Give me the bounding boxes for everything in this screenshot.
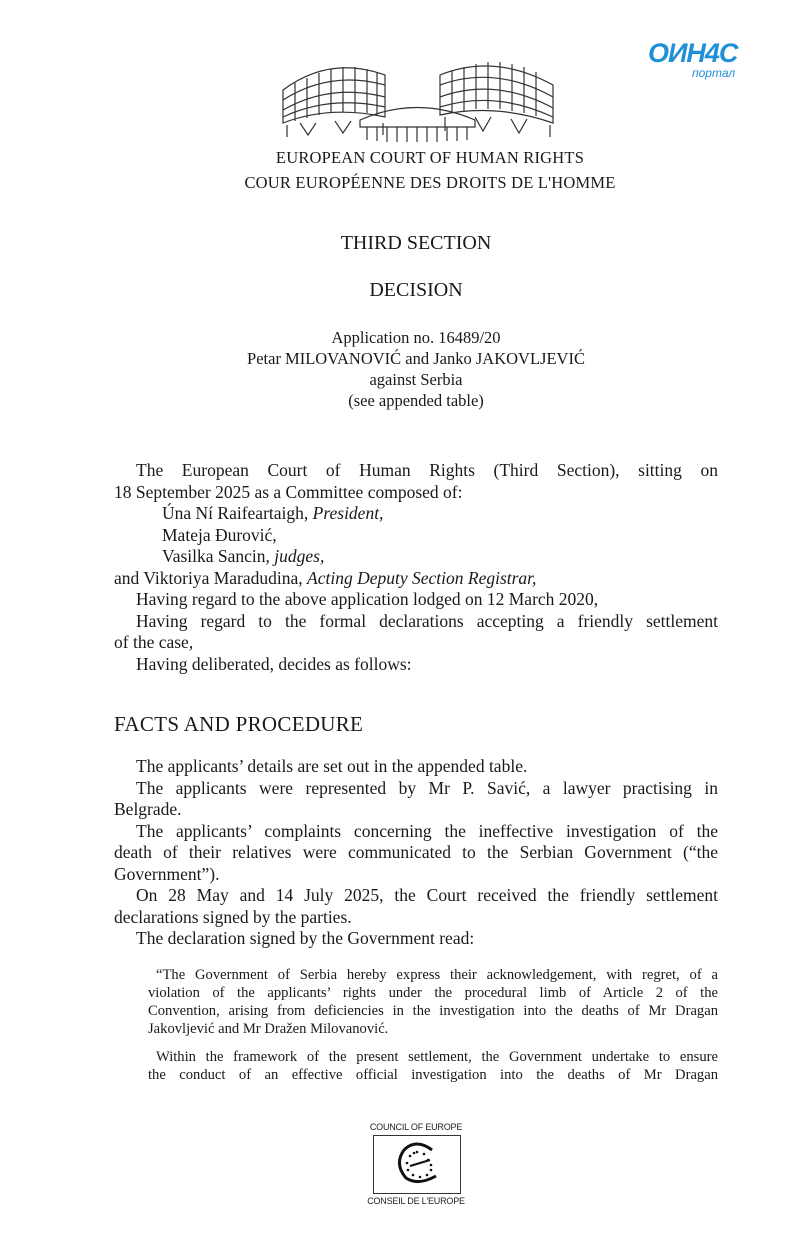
quote-spacer xyxy=(148,1038,718,1048)
quote-line: the conduct of an effective official investigation into the deaths of Mr Dragan xyxy=(148,1067,718,1083)
facts-paragraph: The applicants’ complaints concerning the ineffective investigation of the xyxy=(136,820,718,841)
coe-label-en: COUNCIL OF EUROPE xyxy=(369,1122,463,1132)
facts-paragraph: The applicants’ details are set out in the appended table. xyxy=(136,756,528,776)
facts-paragraph: The declaration signed by the Government read: xyxy=(136,928,475,948)
facts-paragraph: The applicants were represented by Mr P. Savić, a lawyer practising in xyxy=(136,777,718,798)
judge-name: Vasilka Sancin xyxy=(162,546,266,566)
court-name-french: COUR EUROPÉENNE DES DROITS DE L'HOMME xyxy=(244,173,616,192)
document-type-heading: DECISION xyxy=(369,279,463,301)
judge-name: Mateja Đurović, xyxy=(162,524,277,545)
judge-entry xyxy=(114,525,718,547)
judge-entry xyxy=(114,503,718,525)
regard-line: of the case, xyxy=(114,632,194,652)
regard-line: Having regard to the formal declarations accepting a friendly settlement xyxy=(136,610,718,631)
coe-emblem-frame xyxy=(373,1135,461,1194)
inas-logo-subtitle: портал xyxy=(692,66,736,80)
facts-body xyxy=(114,756,718,950)
registrar-role: Acting Deputy Section Registrar, xyxy=(307,567,537,588)
regard-line: Having regard to the above application lodged on 12 March 2020, xyxy=(136,589,599,609)
quote-line: violation of the applicants’ rights under the procedural limb of Article 2 of the xyxy=(148,985,718,1001)
committee-composition xyxy=(114,460,718,675)
inas-portal-watermark xyxy=(648,36,768,86)
intro-line: 18 September 2025 as a Committee composed of: xyxy=(114,481,463,502)
intro-line: The European Court of Human Rights (Third Section), sitting on xyxy=(136,460,718,480)
quote-line: Convention, arising from deficiencies in the investigation into the deaths of Mr Dragan xyxy=(148,1003,718,1019)
judge-role: President, xyxy=(312,503,384,523)
judge-role: , judges, xyxy=(265,546,325,566)
government-declaration-quote xyxy=(148,966,718,1084)
judge-name: Úna Ní Raifeartaigh, xyxy=(162,503,313,523)
facts-paragraph: death of their relatives were communicated to the Serbian Government (“the xyxy=(114,842,718,862)
applicant-names: Petar MILOVANOVIĆ and Janko JAKOVLJEVIĆ xyxy=(247,349,585,368)
section-heading: THIRD SECTION xyxy=(340,232,492,254)
registrar-name: and Viktoriya Maradudina, xyxy=(114,567,308,588)
respondent-state: against Serbia xyxy=(369,370,463,389)
facts-paragraph: declarations signed by the parties. xyxy=(114,906,352,927)
facts-paragraph: On 28 May and 14 July 2025, the Court received the friendly settlement xyxy=(136,885,718,905)
application-number: Application no. 16489/20 xyxy=(331,328,501,347)
inas-logo-text: ОИН4С xyxy=(648,38,738,68)
coe-emblem-icon xyxy=(374,1136,460,1193)
judge-entry xyxy=(114,546,718,568)
registrar-entry xyxy=(114,568,718,590)
court-name-english: EUROPEAN COURT OF HUMAN RIGHTS xyxy=(275,148,585,167)
facts-heading: FACTS AND PROCEDURE xyxy=(114,712,364,736)
facts-paragraph: Belgrade. xyxy=(114,799,182,819)
council-of-europe-logo xyxy=(364,1122,468,1210)
coe-label-fr: CONSEIL DE L'EUROPE xyxy=(367,1196,465,1206)
deliberated-line: Having deliberated, decides as follows: xyxy=(136,653,412,674)
application-details xyxy=(0,327,800,411)
quote-line: Within the framework of the present settlement, the Government undertake to ensure xyxy=(156,1049,718,1065)
quote-line: “The Government of Serbia hereby express their acknowledgement, with regret, of a xyxy=(156,967,718,983)
quote-line: Jakovljević and Mr Dražen Milovanović. xyxy=(148,1021,389,1037)
facts-paragraph: Government”). xyxy=(114,863,220,884)
court-building-logo xyxy=(275,45,560,145)
appended-table-note: (see appended table) xyxy=(348,391,484,410)
